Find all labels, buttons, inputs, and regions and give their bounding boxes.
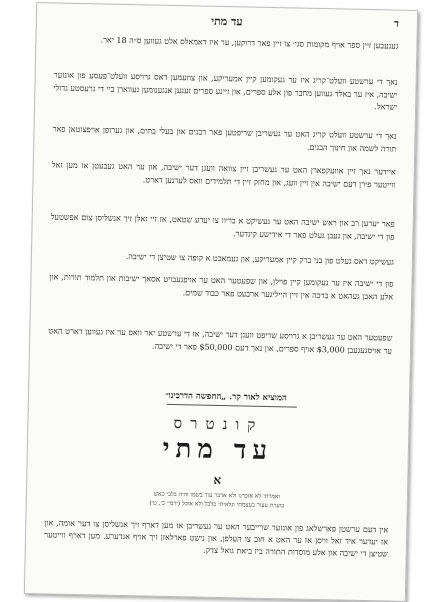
page-number: ד [393,18,399,30]
document-page [24,2,418,602]
chapter-letter: א [213,472,222,488]
epigraph-quote [45,487,389,512]
paragraph: געגעבען זיין ספר אויף מקומות סגי׳ צו זיין פאר דרוקען, ער איז דאמאלס אלט געווען ס״ה 18 יאר. [100,35,399,51]
page-content [43,3,399,600]
paragraph: נאך די ערשטע וועלט קריג האט ער געשריבן שריפטען פאר רבנים און בעלי בתים, און גערופן אויפצוטאן פאר תורה לשמה און חינוך הבנים. [52,124,397,154]
quote-line: בוערת עצור בעצמתי ונלאיתי כלכל ולא אוכל (ירמי׳ כ׳, ט׳) [149,499,285,510]
paragraph: פון די ישיבה איז ער געקומען קיין פוילן, און שפעטער האט ער אויפגעבויט אסאך ישיבות און תלמוד תורות, און אלע האבן געהאט א ברכה אין זיין הייליגער ארבעט פאר כבוד שמים. [49,272,394,302]
publisher-signature: המוציא לאור קר. „החפשה הדרכינו״ [165,390,287,404]
paragraph: געשיקט דאס געלט פון בני ברק קיין אמעריקע, און געמאכט א קופה צו שטיצן די ישיבה. [125,251,394,267]
page-header [55,11,399,32]
quote-line: ואמרתי לא אזכרנו ולא אדבר עוד בשמו והיה בלבי כאש [153,490,281,501]
book-title: עד מתי [162,433,274,467]
paragraph: שפעטער האט ער געשריבן א גרויסע שריפט וועגן דער ישיבה, אז די ערשטע יאר וואס ער איז געווען דארט האט ער אויסגעגעבן $3,000 אויף ספרים, און נאך דעם $50,000 פאר די ישיבה. [48,326,393,356]
running-head: עד מתי [211,14,243,29]
divider [167,404,297,408]
paragraph: אין דעם ערשטן פארשלאג פון אונזער שרייבער האט ער געשריבן אז מען דארף זיך אנשליסן צו דער אומה, און אז יעדער איד זאל וויסן אז ער האט א חוב צו העלפן, און נישט פארלאזן זיך אויף אנדערע. מען דארף ווייטער שטיצן די ישיבה און אלע מוסדות התורה ביז ביאת גואל צדק. [43,518,389,559]
section-kuntres: קונטרס [173,414,264,434]
paragraph: נאך די ערשטע וועלט־קריג איז ער געקומען קיין אמעריקע, און צוזעמען דאס גרויסע וועלט־פעסע פון אונזער ישיבה, איז ער באלד געווען מחבר פון אלע ספרים, און זיינע ספרים זענען אנגענומען געווארן ביי די גרעסטע גדולי ישראל. [53,70,398,112]
paragraph: פאר יערען רב און ראש ישיבה האט ער געשיקט א בריוו צו יעדע שטאט, אז זיי זאלן זיך אנשליסן צום אפשטעל פון די ישיבה, און געבן געלט פאר די אידישע קינדער. [50,212,395,242]
paragraph: איידער נאך זיין אוועקפארן האט ער געשריבן זיין צוואה וועגן דער ישיבה, און ער האט געבעטן אז מען זאל ווייטער פירן דעם ישיבה אין זיין וועג, און מחזק זיין די תלמידים וואס לערנען דארט. [51,160,396,190]
